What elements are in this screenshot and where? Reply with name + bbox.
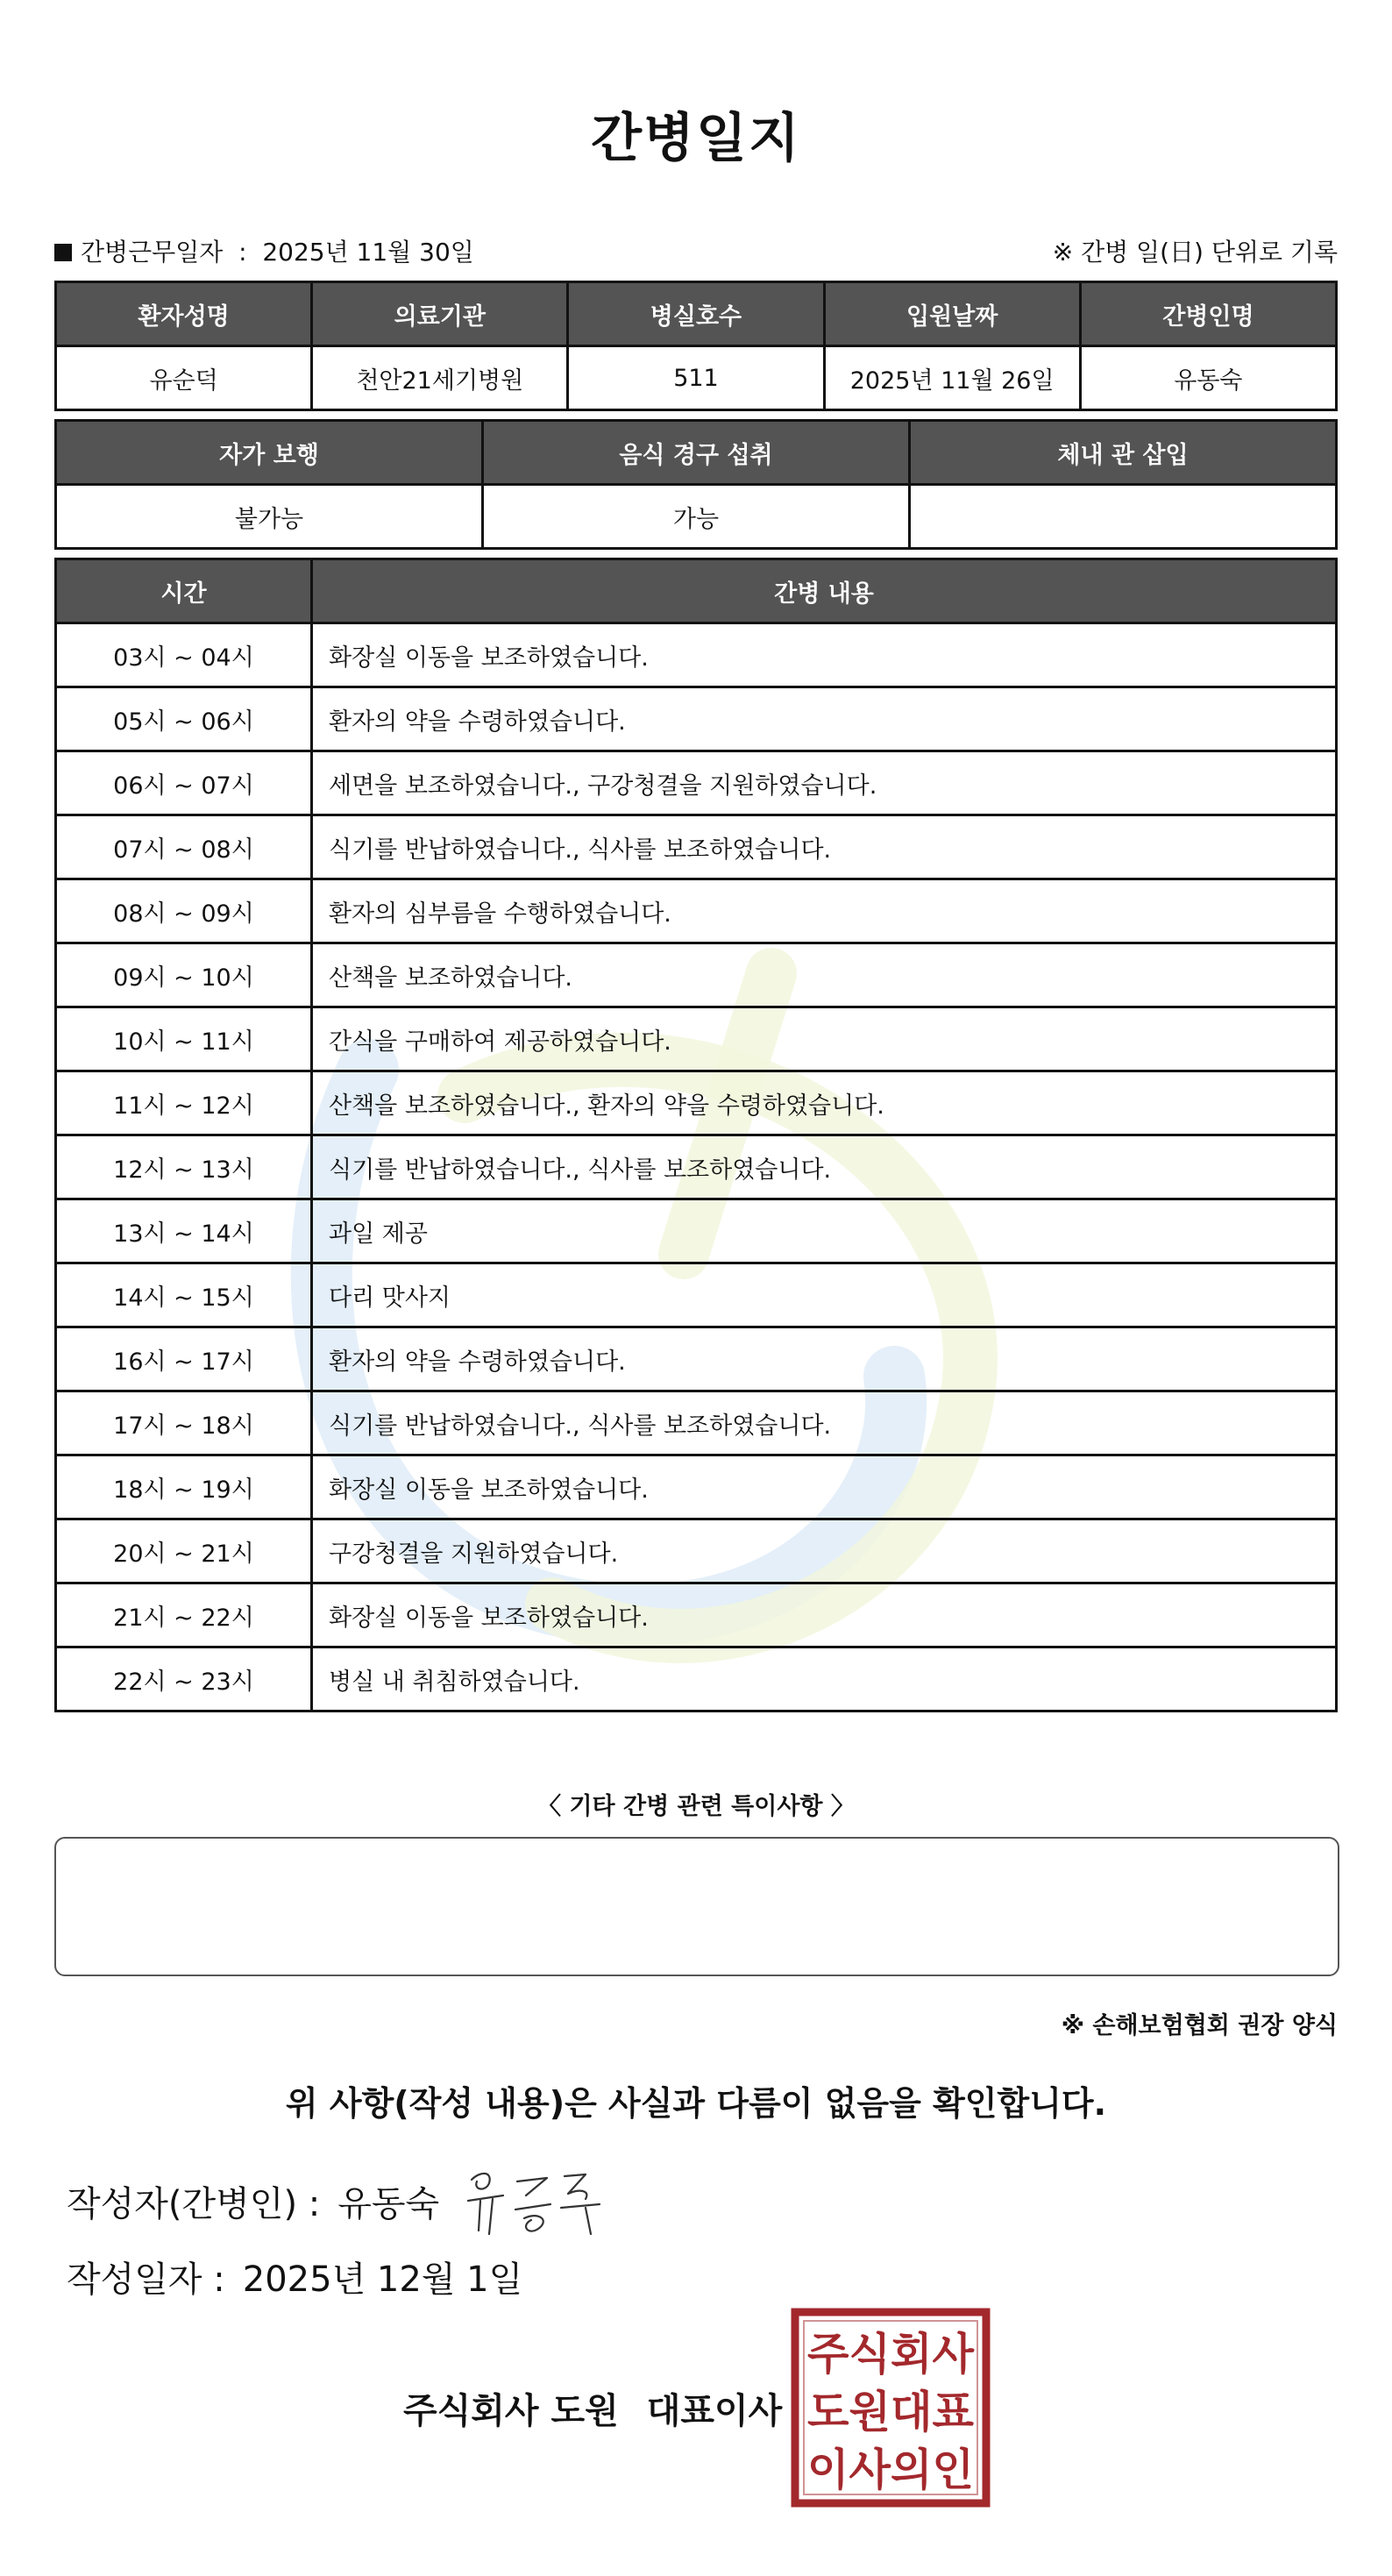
written-date-label: 작성일자 : <box>67 2259 225 2300</box>
log-time: 17시 ~ 18시 <box>56 1391 312 1455</box>
log-content: 세면을 보조하였습니다., 구강청결을 지원하였습니다. <box>312 751 1337 815</box>
log-content: 구강청결을 지원하였습니다. <box>312 1519 1337 1583</box>
document-title: 간병일지 <box>591 108 801 169</box>
table-row <box>56 1583 1337 1647</box>
log-time: 06시 ~ 07시 <box>56 751 312 815</box>
log-time: 20시 ~ 21시 <box>56 1519 312 1583</box>
log-time: 05시 ~ 06시 <box>56 687 312 751</box>
header-time: 시간 <box>56 559 312 623</box>
notes-title: 〈 기타 간병 관련 특이사항 〉 <box>537 1793 855 1820</box>
table-row <box>56 943 1337 1007</box>
log-content: 과일 제공 <box>312 1199 1337 1263</box>
self-walking-value: 불가능 <box>56 485 483 549</box>
admission-date: 2025년 11월 26일 <box>824 346 1080 410</box>
room-number: 511 <box>568 346 824 410</box>
patient-info-table <box>54 281 1338 411</box>
header-care-content: 간병 내용 <box>312 559 1337 623</box>
writer-line <box>67 2176 439 2226</box>
caregiver-name: 유동숙 <box>1080 346 1336 410</box>
header-oral-intake: 음식 경구 섭취 <box>483 421 910 485</box>
log-time: 07시 ~ 08시 <box>56 815 312 879</box>
log-time: 14시 ~ 15시 <box>56 1263 312 1327</box>
table-row <box>56 815 1337 879</box>
table-row <box>56 1199 1337 1263</box>
table-row <box>56 1135 1337 1199</box>
care-log-table <box>54 558 1338 1712</box>
form-source-note: ※ 손해보험협회 권장 양식 <box>1061 2012 1338 2039</box>
hospital-name: 천안21세기병원 <box>312 346 568 410</box>
header-self-walking: 자가 보행 <box>56 421 483 485</box>
log-content: 식기를 반납하였습니다., 식사를 보조하였습니다. <box>312 815 1337 879</box>
header-hospital: 의료기관 <box>312 282 568 346</box>
work-date-value: 2025년 11월 30일 <box>262 238 474 267</box>
log-time: 16시 ~ 17시 <box>56 1327 312 1391</box>
log-content: 화장실 이동을 보조하였습니다. <box>312 1583 1337 1647</box>
log-time: 18시 ~ 19시 <box>56 1455 312 1519</box>
log-content: 환자의 심부름을 수행하였습니다. <box>312 879 1337 943</box>
header-tube-insertion: 체내 관 삽입 <box>910 421 1337 485</box>
table-row <box>56 1519 1337 1583</box>
work-date-label: 간병근무일자 <box>81 238 224 267</box>
patient-status-table <box>54 419 1338 550</box>
log-time: 10시 ~ 11시 <box>56 1007 312 1071</box>
log-content: 간식을 구매하여 제공하였습니다. <box>312 1007 1337 1071</box>
table-row <box>56 1071 1337 1135</box>
log-content: 화장실 이동을 보조하였습니다. <box>312 1455 1337 1519</box>
special-notes-box <box>54 1837 1339 1976</box>
square-bullet-icon <box>54 244 72 261</box>
oral-intake-value: 가능 <box>483 485 910 549</box>
patient-name: 유순덕 <box>56 346 312 410</box>
company-name: 주식회사 도원 <box>403 2391 619 2431</box>
seal-line-3: 이사의인 <box>807 2444 974 2495</box>
table-row <box>56 1263 1337 1327</box>
table-row <box>56 623 1337 687</box>
table-row <box>56 1327 1337 1391</box>
company-representative: 대표이사 <box>646 2391 783 2431</box>
log-time: 08시 ~ 09시 <box>56 879 312 943</box>
work-date-line: 간병근무일자 : 2025년 11월 30일 <box>54 233 474 268</box>
log-time: 13시 ~ 14시 <box>56 1199 312 1263</box>
written-date-line <box>67 2252 522 2302</box>
writer-name: 유동숙 <box>337 2184 440 2224</box>
header-admission-date: 입원날짜 <box>824 282 1080 346</box>
log-time: 03시 ~ 04시 <box>56 623 312 687</box>
log-content: 다리 맛사지 <box>312 1263 1337 1327</box>
log-content: 병실 내 취침하였습니다. <box>312 1647 1337 1711</box>
log-time: 21시 ~ 22시 <box>56 1583 312 1647</box>
header-room-number: 병실호수 <box>568 282 824 346</box>
log-time: 22시 ~ 23시 <box>56 1647 312 1711</box>
table-row <box>56 1007 1337 1071</box>
writer-label: 작성자(간병인) : <box>67 2184 321 2224</box>
log-content: 산책을 보조하였습니다., 환자의 약을 수령하였습니다. <box>312 1071 1337 1135</box>
log-content: 식기를 반납하였습니다., 식사를 보조하였습니다. <box>312 1391 1337 1455</box>
seal-line-1: 주식회사 <box>807 2329 975 2380</box>
table-row <box>56 751 1337 815</box>
header-caregiver-name: 간병인명 <box>1080 282 1336 346</box>
company-seal-stamp <box>791 2308 991 2508</box>
log-content: 화장실 이동을 보조하였습니다. <box>312 623 1337 687</box>
log-content: 환자의 약을 수령하였습니다. <box>312 687 1337 751</box>
written-date-value: 2025년 12월 1일 <box>242 2259 523 2300</box>
confirmation-statement: 위 사항(작성 내용)은 사실과 다름이 없음을 확인합니다. <box>285 2084 1107 2123</box>
header-patient-name: 환자성명 <box>56 282 312 346</box>
table-row <box>56 1391 1337 1455</box>
log-time: 09시 ~ 10시 <box>56 943 312 1007</box>
log-time: 12시 ~ 13시 <box>56 1135 312 1199</box>
table-row <box>56 1647 1337 1711</box>
table-row <box>56 1455 1337 1519</box>
table-row <box>56 687 1337 751</box>
log-time: 11시 ~ 12시 <box>56 1071 312 1135</box>
unit-note: ※ 간병 일(日) 단위로 기록 <box>1052 238 1338 267</box>
log-content: 산책을 보조하였습니다. <box>312 943 1337 1007</box>
table-row <box>56 879 1337 943</box>
handwritten-signature <box>463 2155 612 2243</box>
tube-insertion-value <box>910 485 1337 549</box>
log-content: 식기를 반납하였습니다., 식사를 보조하였습니다. <box>312 1135 1337 1199</box>
company-line <box>403 2383 782 2433</box>
seal-line-2: 도원대표 <box>807 2387 975 2437</box>
log-content: 환자의 약을 수령하였습니다. <box>312 1327 1337 1391</box>
